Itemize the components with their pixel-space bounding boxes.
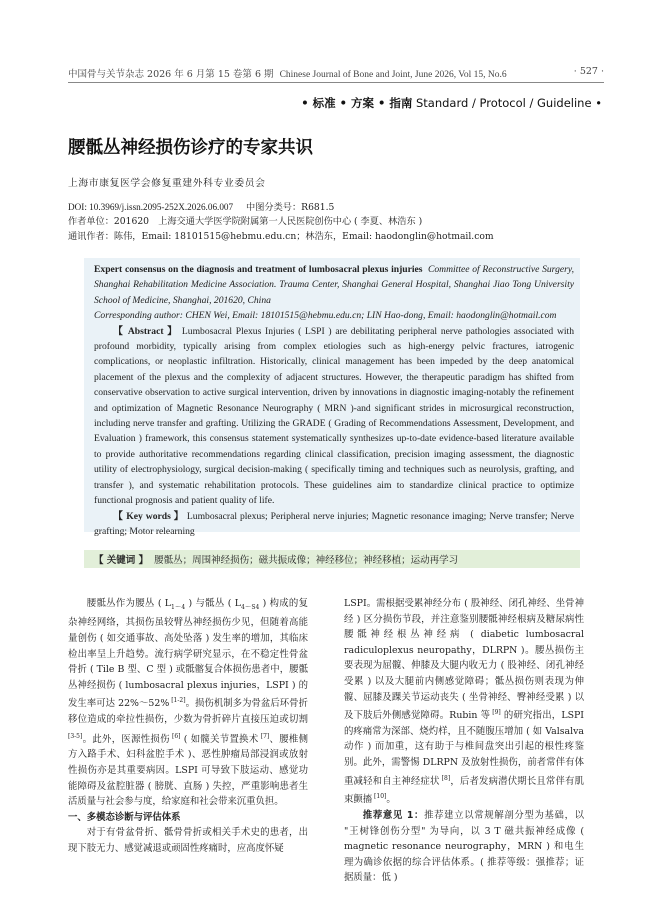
doi: DOI: 10.3969/j.issn.2095-252X.2026.06.007 bbox=[68, 202, 234, 212]
header-rule bbox=[68, 82, 604, 83]
text-run: 、腰椎侧方入路手术、妇科盆腔手术 )、恶性肿瘤局部浸润或放射性损伤亦是其重要病因。LSPI 可导致下肢运动、感觉功能障碍及盆腔脏器 ( 膀胱、直肠 ) 失控，严重影响患者生活质量与社会参与度，给家庭和社会带来沉重负担。 bbox=[68, 733, 308, 808]
text-run: 。此外，医源性损伤 bbox=[82, 733, 170, 745]
recommendation-paragraph bbox=[344, 808, 584, 886]
keywords-en-label: 【 Key words 】 bbox=[113, 510, 184, 522]
body-paragraph: 对于有骨盆骨折、骶骨骨折或相关手术史的患者，出现下肢无力、感觉减退或顽固性疼痛时，应高度怀疑 bbox=[68, 827, 308, 855]
subscript: 4 bbox=[255, 603, 260, 611]
clc-number: 中图分类号：R681.5 bbox=[246, 202, 335, 213]
recommendation-label: 推荐意见 1： bbox=[362, 810, 425, 822]
english-abstract-box bbox=[84, 258, 580, 537]
text-run: 。 bbox=[386, 794, 396, 806]
page-number: · 527 · bbox=[573, 66, 604, 77]
citation: [7] bbox=[258, 732, 270, 740]
correspondence: 通讯作者：陈伟，Email: 18101515@hebmu.edu.cn；林浩东，Email: haodonglin@hotmail.com bbox=[68, 231, 494, 242]
abstract-en-title: Expert consensus on the diagnosis and treatment of lumbosacral plexus injuries bbox=[94, 264, 423, 275]
citation: [10] bbox=[372, 793, 387, 801]
abstract-en-corresponding: Corresponding author: CHEN Wei, Email: 18101515@hebmu.edu.cn; LIN Hao-dong, Email: haodonglin@hotmail.com bbox=[94, 310, 557, 322]
article-authors: 上海市康复医学会修复重建外科专业委员会 bbox=[68, 178, 266, 189]
abstract-label: 【 Abstract 】 bbox=[113, 325, 179, 337]
section-heading: 一、多模态诊断与评估体系 bbox=[68, 811, 181, 823]
citation: [6] bbox=[169, 732, 181, 740]
body-paragraph bbox=[344, 596, 584, 808]
citation: [9] bbox=[490, 709, 501, 717]
citation: [3-5] bbox=[68, 732, 83, 740]
running-header-journal bbox=[68, 66, 507, 80]
text-run: ( 如髋关节置换术 bbox=[180, 733, 259, 745]
keywords-cn-text: 腰骶丛；周围神经损伤；磁共振成像；神经移位；神经移植；运动再学习 bbox=[154, 555, 459, 566]
citation: [1-2] bbox=[169, 697, 186, 705]
article-title: 腰骶丛神经损伤诊疗的专家共识 bbox=[68, 138, 313, 158]
keywords-cn-label: 【 关键词 】 bbox=[94, 555, 149, 566]
body-right-column bbox=[344, 596, 584, 886]
text-run: ) 构成的复杂神经网络，其损伤虽较臂丛神经损伤少见，但随着高能量创伤 ( 如交通事故、高处坠落 ) 发生率的增加，其临床检出率呈上升趋势。流行病学研究显示，在不稳定性骨盆骨折 ( Tile B 型、C 型 ) 或骶髂复合体损伤患者中，腰骶丛神经损伤 ( lumbosacral plexus injuries，LSPI ) 的发生率可达 22%～52% bbox=[68, 598, 308, 710]
body-left-column bbox=[68, 596, 308, 857]
text-run: 腰骶丛作为腰丛 ( L bbox=[86, 598, 171, 609]
affiliation: 作者单位：201620 上海交通大学医学院附属第一人民医院创伤中心 ( 李夏、林浩东 ) bbox=[68, 216, 423, 227]
abstract-en-committee: Committee of Reconstructive Surgery, Shanghai Rehabilitation Medicine Association. Trauma Center, Shanghai General Hospital, Shanghai Jiao Tong University School of Medicine, Shanghai, 201620, China bbox=[94, 264, 574, 306]
journal-en: Chinese Journal of Bone and Joint, June 2026, Vol 15, No.6 bbox=[279, 70, 507, 80]
text-run: 的研究指出，LSPI 的疼痛常为深部、烧灼样，且不随腹压增加 ( 如 Valsalva 动作 ) 而加重，这有助于与椎间盘突出引起的根性疼鉴别。此外，需警惕 DLRPN 及放射性损伤，前者常伴有体重减轻和自主神经症状 bbox=[344, 710, 584, 787]
text-run: LSPI。需根据受累神经分布 ( 股神经、闭孔神经、坐骨神经 ) 区分损伤节段，并注意鉴别腰骶神经根病及糖尿病性腰骶神经根丛神经病 ( diabetic lumbosacral radiculoplexus neuropathy，DLRPN )。腰丛损伤主要表现为屈髋、伸膝及大腿内收无力 ( 股神经、闭孔神经受累 ) 以及大腿前内侧感觉障碍；骶丛损伤则表现为伸髋、屈膝及踝关节运动丧失 ( 坐骨神经、臀神经受累 ) 以及下肢后外侧感觉障碍。Rubin 等 bbox=[344, 598, 584, 722]
citation: [8] bbox=[439, 774, 451, 782]
subscript: 1～4 bbox=[171, 603, 186, 611]
text-run: 。损伤机制多为骨盆后环骨折移位造成的牵拉性损伤，少数为骨折碎片直接压迫或切割 bbox=[68, 698, 308, 726]
text-run: ) 与骶丛 ( L bbox=[185, 598, 241, 609]
section-tag-tail: • bbox=[595, 96, 602, 110]
section-tag-cn: • 标准 • 方案 • 指南 bbox=[301, 96, 413, 110]
text-run: ，后者发病潜伏期长且常伴有肌束颤搐 bbox=[344, 775, 584, 806]
article-doi-line bbox=[68, 199, 344, 213]
subscript: 4～S bbox=[240, 603, 256, 611]
recommendation-text: 推荐建立以常规解剖分型为基础，以 "王树锋创伤分型" 为导向，以 3 T 磁共振神经成像 ( magnetic resonance neurography，MRN ) 和电生理为确诊依据的综合评估体系。( 推荐等级：强推荐；证据质量：低 ) bbox=[344, 810, 584, 884]
abstract-text: Lumbosacral Plexus Injuries ( LSPI ) are debilitating peripheral nerve pathologies associated with profound morbidity, typically arising from complex etiologies such as high-energy pelvic fractures, iatrogenic complications, or neoplastic infiltration. Historically, clinical management has been impeded by the deep anatomical placement of the plexus and the complexity of adjacent structures. However, the therapeutic paradigm has shifted from conservative observation to active surgical intervention, driven by innovations in diagnostic imaging-notably the refinement and optimization of Magnetic Resonance Neurography ( MRN )-and significant strides in microsurgical reconstruction, including nerve transfer and grafting. Utilizing the GRADE ( Grading of Recommendations Assessment, Development, and Evaluation ) framework, this consensus statement systematically synthesizes up-to-date evidence-based literature available to provide authoritative recommendations regarding clinical classification, precision imaging assessment, the diagnostic utility of electrophysiology, surgical decision-making ( specifically timing and techniques such as neurolysis, grafting, and transfer ), and systematic rehabilitation protocols. These guidelines aim to standardize clinical practice to optimize functional prognosis and patient quality of life. bbox=[94, 325, 575, 507]
section-tag-en: Standard / Protocol / Guideline bbox=[415, 96, 592, 110]
section-tag bbox=[301, 95, 602, 111]
body-paragraph bbox=[68, 596, 308, 810]
journal-cn: 中国骨与关节杂志 2026 年 6 月第 15 卷第 6 期 bbox=[68, 69, 274, 80]
keywords-cn-bar bbox=[84, 550, 580, 568]
keywords-en-text: Lumbosacral plexus; Peripheral nerve injuries; Magnetic resonance imaging; Nerve transfer; Nerve grafting; Motor relearning bbox=[94, 510, 575, 537]
